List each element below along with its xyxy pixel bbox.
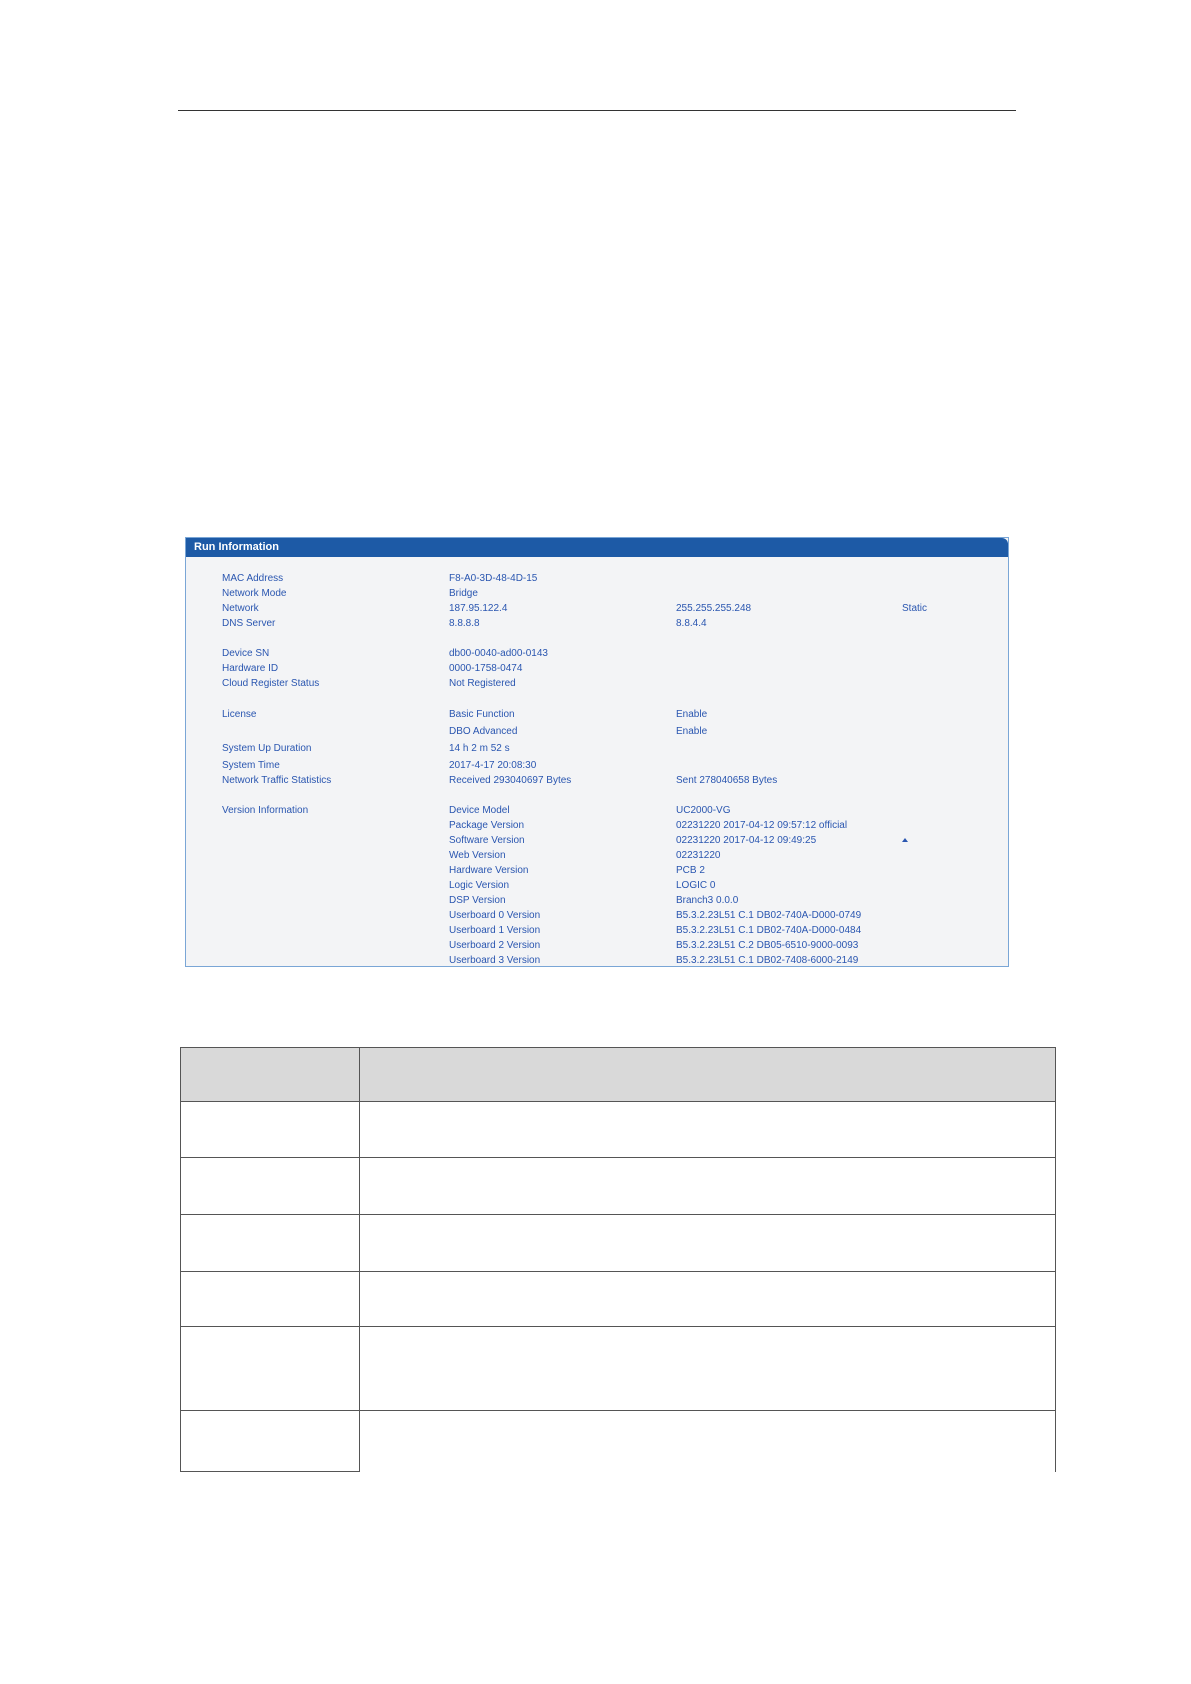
info-row [186, 774, 1008, 788]
info-row [186, 894, 1008, 908]
table-row [181, 1411, 1056, 1472]
row-value: Userboard 2 Version [449, 940, 541, 951]
table-cell [181, 1215, 360, 1272]
row-value: 8.8.8.8 [449, 618, 480, 629]
row-value-2: B5.3.2.23L51 C.1 DB02-740A-D000-0484 [676, 925, 862, 936]
row-label: Hardware ID [222, 663, 279, 674]
row-value: Hardware Version [449, 865, 529, 876]
row-label: Version Information [222, 805, 309, 816]
table-header-cell [360, 1048, 1056, 1102]
table-row [181, 1102, 1056, 1158]
row-value-2: Enable [676, 709, 708, 720]
row-value: Bridge [449, 588, 478, 599]
info-row [186, 924, 1008, 938]
table-cell [181, 1158, 360, 1215]
row-label: Cloud Register Status [222, 678, 320, 689]
table-cell [360, 1272, 1056, 1327]
info-row [186, 677, 1008, 691]
info-row [186, 909, 1008, 923]
row-value: Received 293040697 Bytes [449, 775, 572, 786]
row-value-2: 02231220 2017-04-12 09:49:25 [676, 835, 817, 846]
row-value: 187.95.122.4 [449, 603, 508, 614]
row-label: System Time [222, 760, 280, 771]
table-cell [181, 1272, 360, 1327]
info-row [186, 849, 1008, 863]
row-value: Web Version [449, 850, 506, 861]
table-cell [181, 1411, 360, 1472]
info-row [186, 834, 1008, 848]
info-row [186, 742, 1008, 756]
table-cell [360, 1327, 1056, 1411]
row-label: MAC Address [222, 573, 284, 584]
row-value: Not Registered [449, 678, 516, 689]
row-value-2: 02231220 [676, 850, 721, 861]
info-row [186, 819, 1008, 833]
row-value: Software Version [449, 835, 525, 846]
row-value-2: B5.3.2.23L51 C.1 DB02-7408-6000-2149 [676, 955, 859, 966]
row-value-3: Static [902, 603, 928, 614]
row-label: Device SN [222, 648, 270, 659]
description-table [180, 1047, 1056, 1472]
row-value-2: B5.3.2.23L51 C.2 DB05-6510-9000-0093 [676, 940, 859, 951]
info-row [186, 647, 1008, 661]
row-value: 2017-4-17 20:08:30 [449, 760, 537, 771]
row-value: Package Version [449, 820, 525, 831]
run-information-panel [185, 537, 1009, 967]
info-row [186, 804, 1008, 818]
caret-up-icon[interactable] [902, 838, 908, 842]
info-row [186, 939, 1008, 953]
table-header-cell [181, 1048, 360, 1102]
row-value-2: LOGIC 0 [676, 880, 716, 891]
row-value: Logic Version [449, 880, 510, 891]
row-value-2: UC2000-VG [676, 805, 731, 816]
row-label: DNS Server [222, 618, 276, 629]
row-value-2: PCB 2 [676, 865, 705, 876]
info-row [186, 708, 1008, 722]
table-row [181, 1327, 1056, 1411]
table-cell [181, 1327, 360, 1411]
row-value: F8-A0-3D-48-4D-15 [449, 573, 538, 584]
info-row [186, 864, 1008, 878]
table-row [181, 1158, 1056, 1215]
row-value-2: Branch3 0.0.0 [676, 895, 739, 906]
row-value-2: B5.3.2.23L51 C.1 DB02-740A-D000-0749 [676, 910, 862, 921]
row-value: 0000-1758-0474 [449, 663, 523, 674]
row-value: Device Model [449, 805, 510, 816]
row-value-2: 255.255.255.248 [676, 603, 752, 614]
table-cell [181, 1102, 360, 1158]
row-value: Basic Function [449, 709, 515, 720]
table-row [181, 1215, 1056, 1272]
table-cell [360, 1411, 1056, 1472]
info-row [186, 879, 1008, 893]
info-row [186, 572, 1008, 586]
row-value: DSP Version [449, 895, 506, 906]
row-value: Userboard 3 Version [449, 955, 541, 966]
info-row [186, 587, 1008, 601]
table-row [181, 1272, 1056, 1327]
header-rule [178, 110, 1016, 111]
row-value-2: 8.8.4.4 [676, 618, 707, 629]
info-row [186, 662, 1008, 676]
panel-title: Run Information [186, 538, 1008, 557]
row-value-2: Sent 278040658 Bytes [676, 775, 778, 786]
row-value: Userboard 1 Version [449, 925, 541, 936]
info-row [186, 954, 1008, 968]
row-value: 14 h 2 m 52 s [449, 743, 510, 754]
row-label: System Up Duration [222, 743, 312, 754]
table-cell [360, 1158, 1056, 1215]
table-header-row [181, 1048, 1056, 1102]
row-value: DBO Advanced [449, 726, 518, 737]
row-value-2: 02231220 2017-04-12 09:57:12 official [676, 820, 848, 831]
info-row [186, 725, 1008, 739]
row-value-2: Enable [676, 726, 708, 737]
row-label: License [222, 709, 257, 720]
info-row [186, 617, 1008, 631]
row-label: Network [222, 603, 259, 614]
info-row [186, 759, 1008, 773]
row-label: Network Mode [222, 588, 287, 599]
table-cell [360, 1102, 1056, 1158]
info-row [186, 602, 1008, 616]
panel-body [186, 557, 1008, 966]
row-value: Userboard 0 Version [449, 910, 541, 921]
table-cell [360, 1215, 1056, 1272]
row-label: Network Traffic Statistics [222, 775, 332, 786]
row-value: db00-0040-ad00-0143 [449, 648, 548, 659]
